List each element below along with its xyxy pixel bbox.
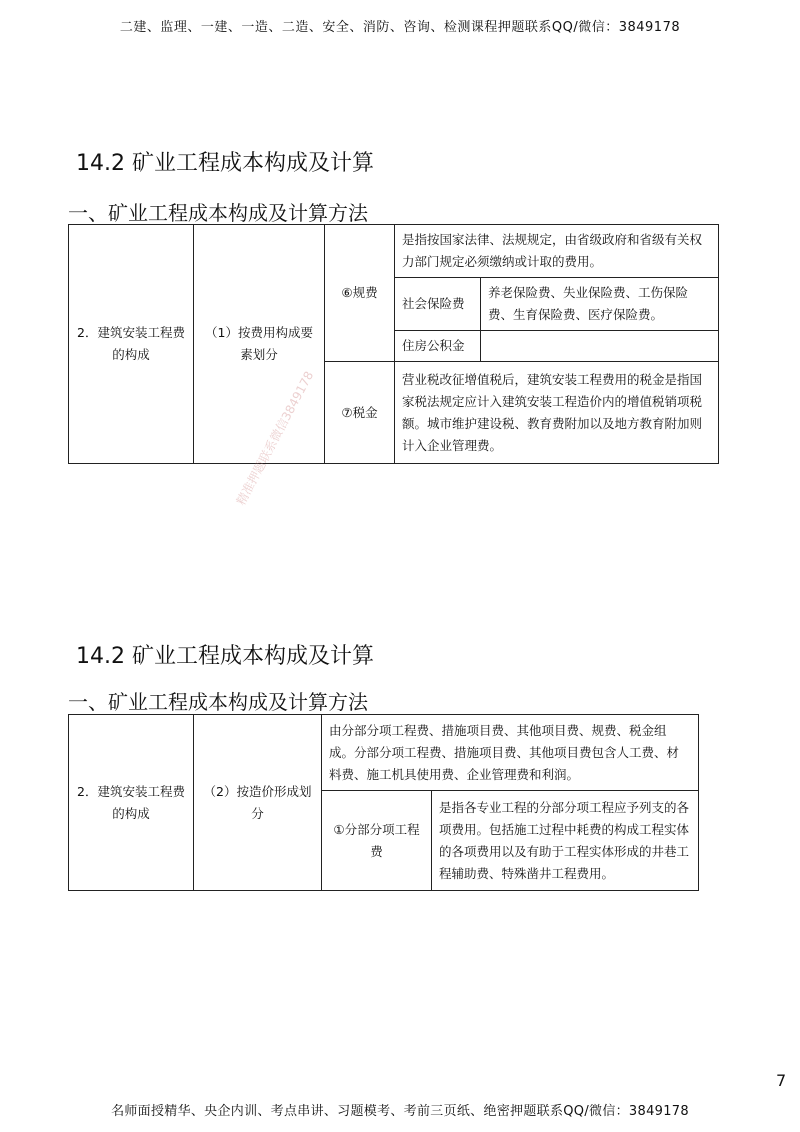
- section2-cost-table: [68, 714, 699, 891]
- tax-definition-cell: 营业税改征增值税后，建筑安装工程费用的税金是指国家税法规定应计入建筑安装工程造价内的增值税销项税额。城市维护建设税、教育费附加以及地方教育附加则计入企业管理费。: [395, 362, 719, 464]
- housing-fund-value-cell: [481, 331, 719, 362]
- fee-definition-cell: 是指按国家法律、法规规定，由省级政府和省级有关权力部门规定必须缴纳或计取的费用。: [395, 225, 719, 278]
- housing-fund-label-cell: 住房公积金: [395, 331, 481, 362]
- section1-title: 14.2 矿业工程成本构成及计算: [76, 151, 374, 176]
- social-insurance-value-cell: 养老保险费、失业保险费、工伤保险费、生育保险费、医疗保险费。: [481, 278, 719, 331]
- section1-subtitle: 一、矿业工程成本构成及计算方法: [68, 201, 368, 225]
- table1-col1-cell: 2．建筑安装工程费的构成: [69, 225, 194, 464]
- fee-label-cell: ⑥规费: [325, 225, 395, 362]
- footer-promo-text: 名师面授精华、央企内训、考点串讲、习题模考、考前三页纸、绝密押题联系QQ/微信：3849178: [111, 1104, 689, 1119]
- tax-label-cell: ⑦税金: [325, 362, 395, 464]
- item-definition-cell: 是指各专业工程的分部分项工程应予列支的各项费用。包括施工过程中耗费的构成工程实体的各项费用以及有助于工程实体形成的井巷工程辅助费、特殊凿井工程费用。: [432, 791, 699, 891]
- section1-cost-table: [68, 224, 719, 464]
- table1-col2-cell: （1）按费用构成要素划分: [194, 225, 325, 464]
- table2-col2-cell: （2）按造价形成划分: [194, 715, 322, 891]
- summary-cell: 由分部分项工程费、措施项目费、其他项目费、规费、税金组成。分部分项工程费、措施项目费、其他项目费包含人工费、材料费、施工机具使用费、企业管理费和利润。: [322, 715, 699, 791]
- section2-subtitle: 一、矿业工程成本构成及计算方法: [68, 690, 368, 714]
- item-label-cell: ①分部分项工程费: [322, 791, 432, 891]
- page-number: 7: [776, 1071, 787, 1090]
- section2-title: 14.2 矿业工程成本构成及计算: [76, 644, 374, 669]
- watermark-text: 精准押题联系微信3849178: [233, 368, 317, 508]
- social-insurance-label-cell: 社会保险费: [395, 278, 481, 331]
- header-promo-text: 二建、监理、一建、一造、二造、安全、消防、咨询、检测课程押题联系QQ/微信：3849178: [119, 20, 681, 35]
- table2-col1-cell: 2．建筑安装工程费的构成: [69, 715, 194, 891]
